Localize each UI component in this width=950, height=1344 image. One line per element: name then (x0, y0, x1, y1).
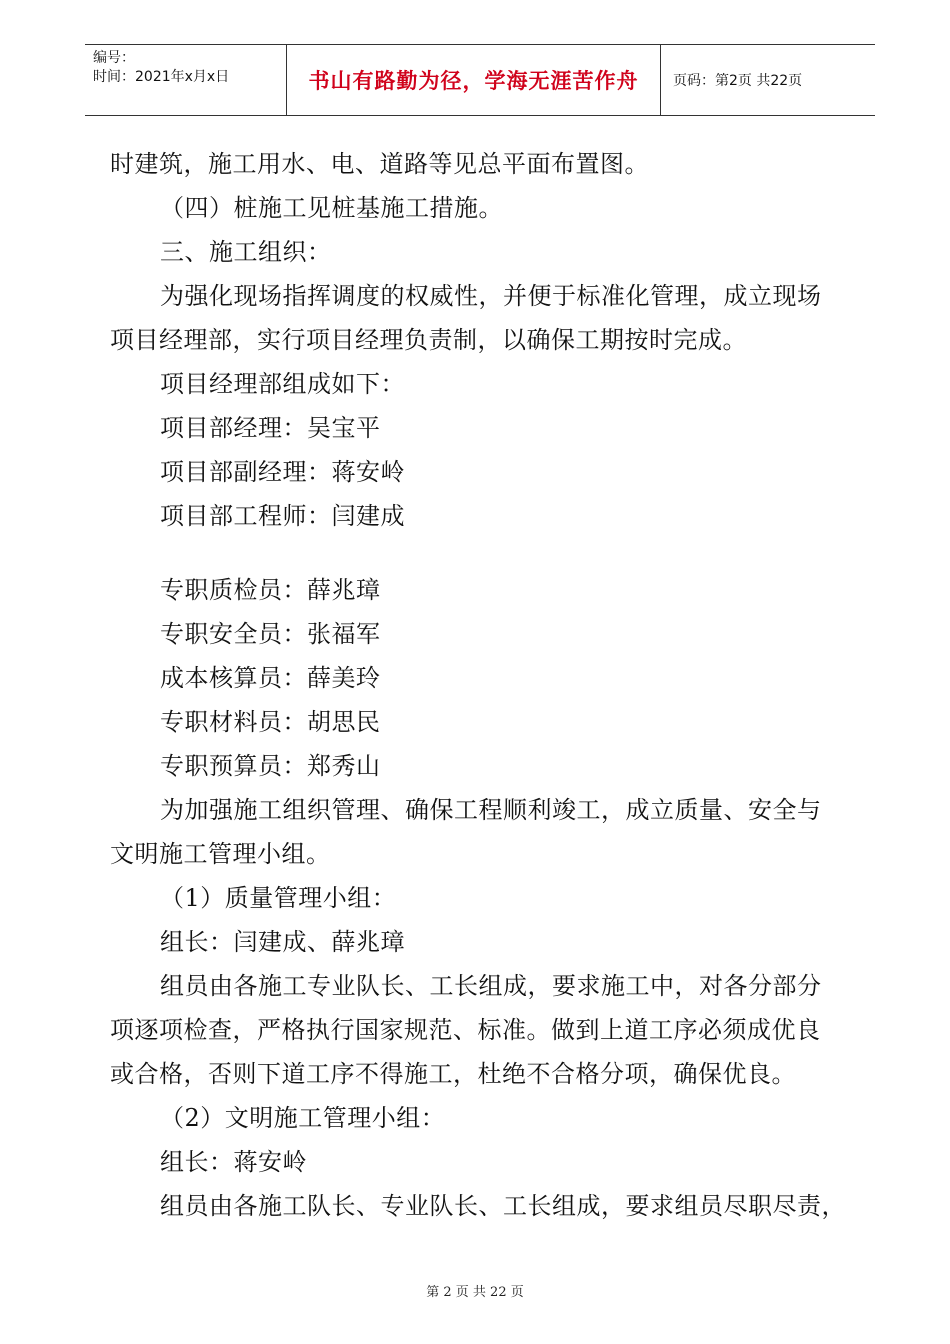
header-page-label: 页码：第2页 共22页 (673, 73, 803, 89)
document-number-label: 编号： (93, 50, 135, 66)
paragraph: 或合格，否则下道工序不得施工，杜绝不合格分项，确保优良。 (110, 1060, 796, 1088)
staff-line: 项目部工程师：闫建成 (160, 502, 405, 530)
paragraph: 组长：闫建成、薛兆璋 (160, 928, 405, 956)
subsection-heading: （2）文明施工管理小组： (160, 1104, 446, 1132)
section-heading: 三、施工组织： (160, 238, 332, 266)
paragraph: 项目经理部组成如下： (160, 370, 405, 398)
paragraph: 组员由各施工队长、专业队长、工长组成，要求组员尽职尽责， (160, 1192, 846, 1220)
header-motto: 书山有路勤为径，学海无涯苦作舟 (308, 69, 639, 93)
header-page-cell (661, 45, 875, 115)
paragraph: 组长：蒋安岭 (160, 1148, 307, 1176)
page-footer: 第 2 页 共 22 页 (426, 1285, 524, 1300)
paragraph: 项目经理部，实行项目经理负责制，以确保工期按时完成。 (110, 326, 747, 354)
staff-line: 专职安全员：张福军 (160, 620, 381, 648)
staff-line: 项目部副经理：蒋安岭 (160, 458, 405, 486)
staff-line: 专职预算员：郑秀山 (160, 752, 381, 780)
paragraph: 时建筑，施工用水、电、道路等见总平面布置图。 (110, 150, 649, 178)
subsection-heading: （1）质量管理小组： (160, 884, 397, 912)
document-header (85, 44, 875, 116)
paragraph: 文明施工管理小组。 (110, 840, 331, 868)
staff-line: 专职质检员：薛兆璋 (160, 576, 381, 604)
document-time-label: 时间：2021年x月x日 (93, 69, 230, 85)
paragraph: 项逐项检查，严格执行国家规范、标准。做到上道工序必须成优良 (110, 1016, 821, 1044)
staff-line: 专职材料员：胡思民 (160, 708, 381, 736)
document-body (110, 142, 855, 1228)
header-motto-cell (287, 45, 661, 115)
paragraph: （四）桩施工见桩基施工措施。 (160, 194, 503, 222)
header-info-cell (85, 45, 287, 115)
paragraph: 组员由各施工专业队长、工长组成，要求施工中，对各分部分 (160, 972, 822, 1000)
staff-line: 成本核算员：薛美玲 (160, 664, 381, 692)
paragraph: 为强化现场指挥调度的权威性，并便于标准化管理，成立现场 (160, 282, 822, 310)
staff-line: 项目部经理：吴宝平 (160, 414, 381, 442)
paragraph: 为加强施工组织管理、确保工程顺利竣工，成立质量、安全与 (160, 796, 822, 824)
